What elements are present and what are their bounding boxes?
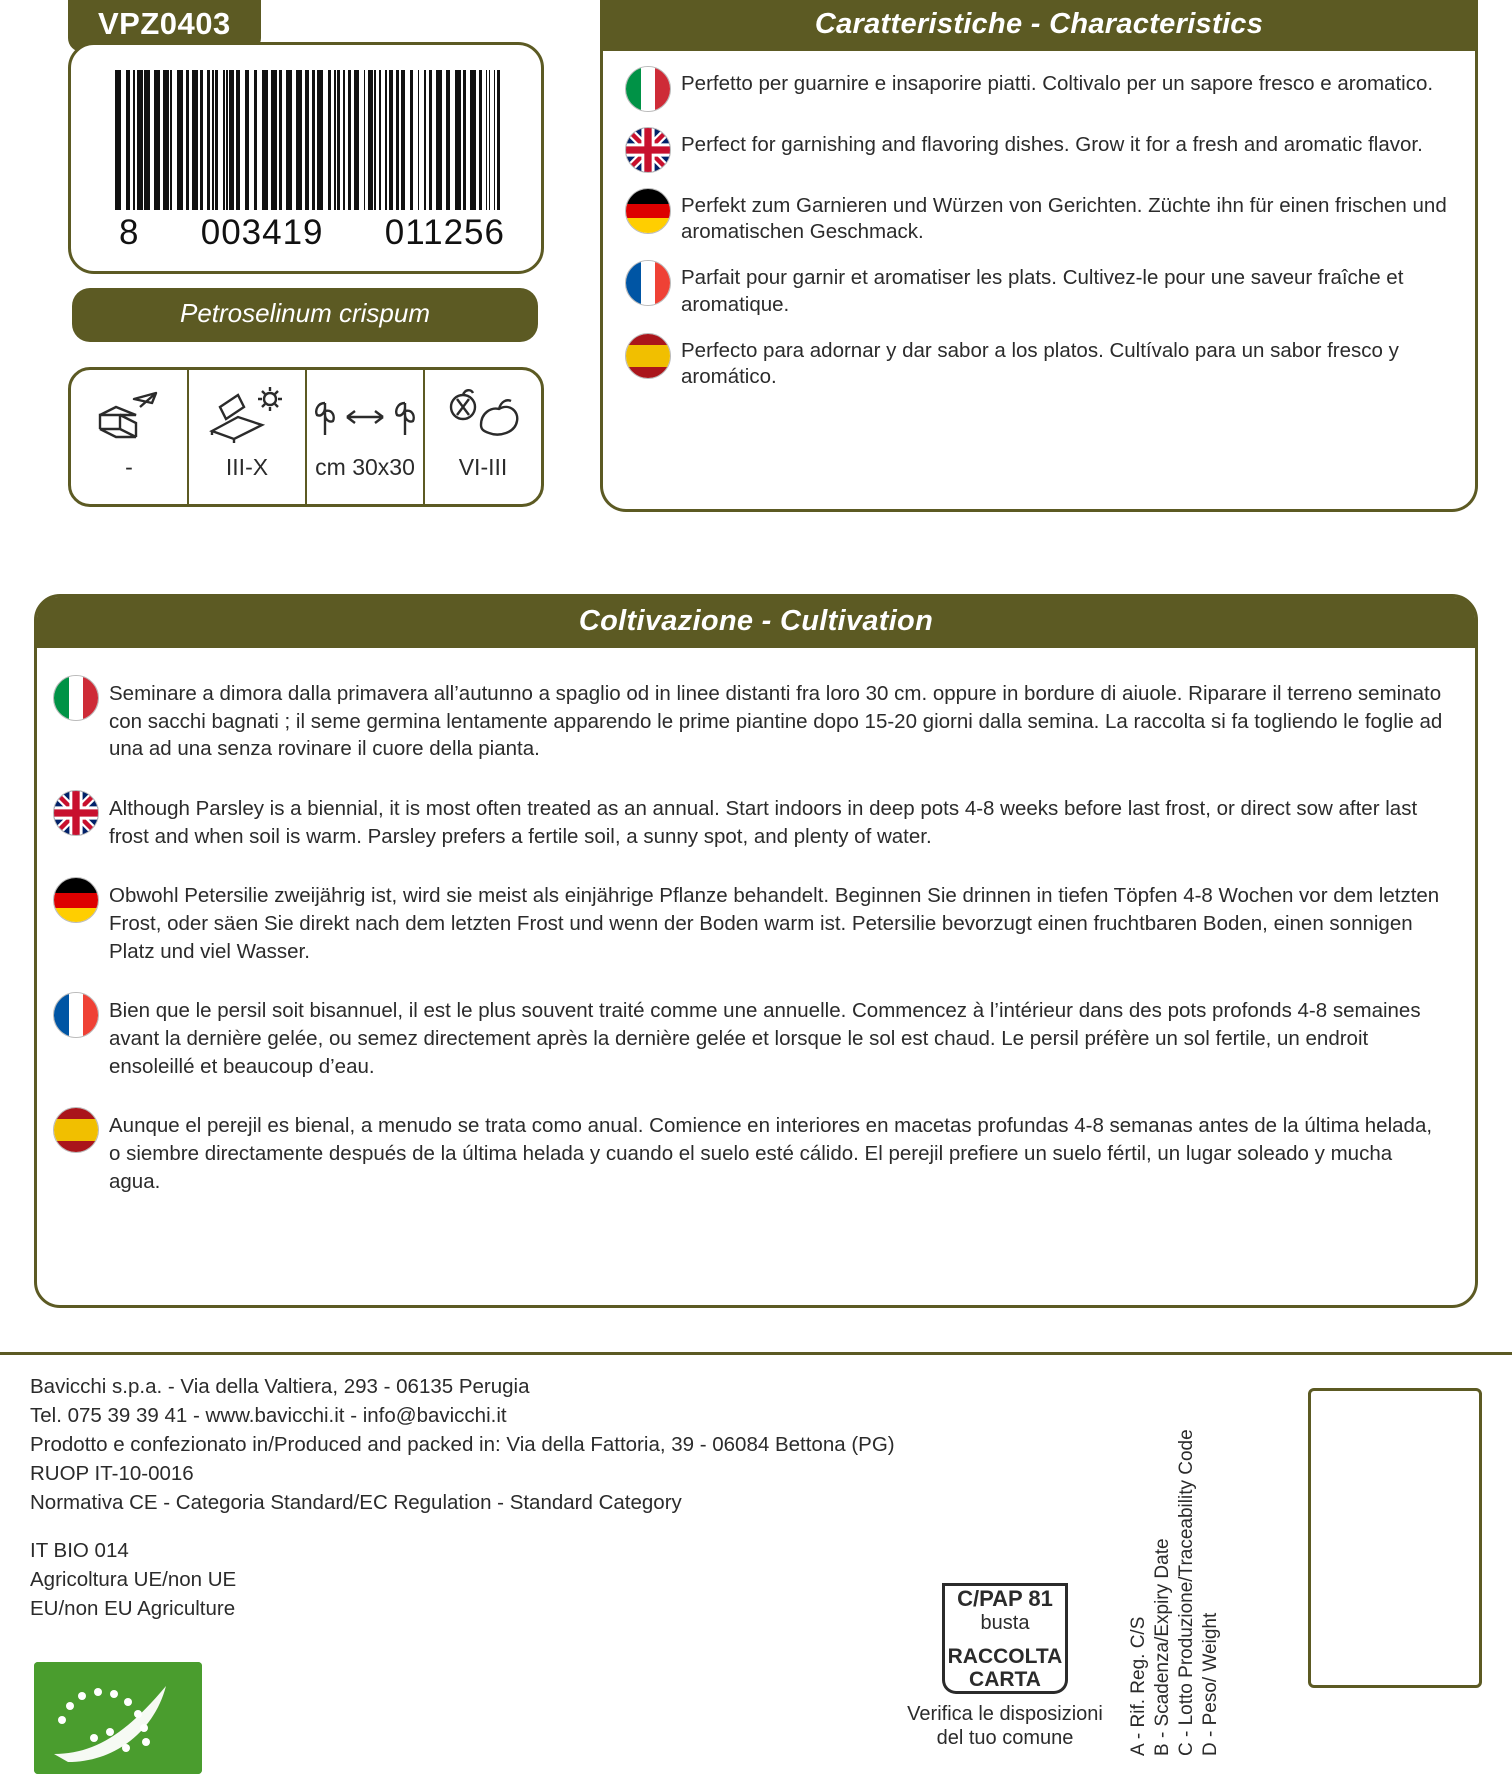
cultivation-panel — [34, 594, 1478, 1308]
flag-france-icon — [53, 992, 99, 1038]
eu-organic-leaf-logo — [34, 1662, 202, 1774]
flag-spain-icon — [53, 1107, 99, 1153]
cultivation-row-it — [37, 674, 1475, 763]
ruop-code: RUOP IT-10-0016 — [30, 1462, 194, 1486]
bio-code: IT BIO 014 — [30, 1538, 129, 1562]
recycling-verify-line2: del tuo comune — [936, 1727, 1074, 1749]
legend-item-d: D - Peso/ Weight — [1200, 1612, 1221, 1756]
cultivation-row-de — [37, 876, 1475, 965]
icon-cell-harvest — [423, 370, 541, 504]
legend-item-b: B - Scadenza/Expiry Date — [1152, 1538, 1173, 1756]
cultivation-row-fr — [37, 991, 1475, 1080]
growing-info-icons — [68, 367, 544, 507]
recycling-mark — [905, 1580, 1105, 1750]
characteristics-text-en: Perfect for garnishing and flavoring dishes. Grow it for a fresh and aromatic flavor. — [681, 133, 1423, 156]
ec-regulation: Normativa CE - Categoria Standard/EC Regulation - Standard Category — [30, 1491, 682, 1515]
recycling-code: C/PAP 81 — [957, 1586, 1053, 1611]
barcode-digit-group-2: 003419 — [200, 213, 324, 252]
characteristics-text-es: Perfecto para adornar y dar sabor a los platos. Cultívalo para un sabor fresco y aromático. — [681, 338, 1399, 389]
sowing-period-caption: III-X — [225, 454, 269, 480]
batch-label-area — [1308, 1388, 1482, 1688]
characteristics-row-fr — [603, 259, 1475, 317]
characteristics-row-it — [603, 65, 1475, 112]
cultivation-text-it: Seminare a dimora dalla primavera all’autunno a spaglio od in linee distanti fra loro 30 cm. oppure in bordure di aiuole. Riparare il terreno seminato con sacchi bagnati ; il seme germina lentamente apparendo le prime piantine dopo 15-20 giorni dalla semina. La raccolta si fa togliendo le foglie ad una ad una senza rovinare il cuore della pianta. — [109, 682, 1443, 761]
flag-uk-icon — [625, 127, 671, 173]
sowing-tray-caption: - — [125, 454, 133, 480]
harvest-icon — [439, 380, 527, 452]
company-address: Bavicchi s.p.a. - Via della Valtiera, 293 - 06135 Perugia — [30, 1375, 530, 1398]
characteristics-row-de — [603, 187, 1475, 245]
cultivation-text-en: Although Parsley is a biennial, it is most often treated as an annual. Start indoors in deep pots 4-8 weeks before last frost, or direct sow after last frost and when soil is warm. Parsley prefers a fertile soil, a sunny spot, and plenty of water. — [109, 797, 1418, 848]
spacing-caption: cm 30x30 — [315, 454, 415, 480]
flag-germany-icon — [53, 877, 99, 923]
flag-spain-icon — [625, 333, 671, 379]
sowing-tray-icon — [90, 380, 168, 452]
flag-germany-icon — [625, 188, 671, 234]
barcode-box — [68, 42, 544, 274]
sowing-period-icon — [204, 380, 290, 452]
harvest-caption: VI-III — [458, 454, 508, 480]
footer-divider — [0, 1352, 1512, 1355]
cultivation-text-es: Aunque el perejil es bienal, a menudo se trata como anual. Comience en interiores en macetas profundas 4-8 semanas antes de la última helada, o siembre directamente después de la última helada y cuando el suelo esté cálido. El perejil prefiere un suelo fértil, un lugar soleado y mucha agua. — [109, 1114, 1433, 1193]
flag-italy-icon — [625, 66, 671, 112]
recycling-cup-icon — [942, 1586, 1068, 1694]
characteristics-row-es — [603, 332, 1475, 390]
characteristics-text-fr: Parfait pour garnir et aromatiser les plats. Cultivez-le pour une saveur fraîche et aromatique. — [681, 266, 1404, 316]
code-legend — [1128, 1380, 1222, 1756]
packing-location: Prodotto e confezionato in/Produced and packed in: Via della Fattoria, 39 - 06084 Bettona (PG) — [30, 1433, 895, 1457]
legend-item-c: C - Lotto Produzione/Traceability Code — [1176, 1429, 1197, 1756]
legend-item-a: A - Rif. Reg. C/S — [1128, 1616, 1149, 1756]
flag-france-icon — [625, 260, 671, 306]
flag-uk-icon — [53, 790, 99, 836]
icon-cell-sowing-tray — [71, 370, 187, 504]
barcode-digit-group-1: 8 — [119, 213, 140, 252]
barcode-digits — [101, 213, 521, 253]
bio-agriculture-en: EU/non EU Agriculture — [30, 1596, 236, 1620]
characteristics-panel — [600, 0, 1478, 512]
cultivation-row-es — [37, 1106, 1475, 1195]
cultivation-title: Coltivazione - Cultivation — [37, 597, 1475, 648]
recycling-type: busta — [980, 1612, 1030, 1634]
characteristics-row-en — [603, 126, 1475, 173]
barcode-digit-group-3: 011256 — [384, 213, 505, 252]
characteristics-text-de: Perfekt zum Garnieren und Würzen von Gerichten. Züchte ihn für einen frischen und aromatischen Geschmack. — [681, 194, 1447, 244]
recycling-collect-line1: RACCOLTA — [947, 1645, 1063, 1668]
cultivation-text-fr: Bien que le persil soit bisannuel, il est le plus souvent traité comme une annuelle. Commencez à l’intérieur dans des pots profonds 4-8 semaines avant la dernière gelée, ou semez directement après la dernière gelée et lorsque le sol est chaud. Le persil préfère un sol fertile, un endroit ensoleillé et beaucoup d’eau. — [109, 999, 1421, 1078]
spacing-icon — [307, 380, 423, 452]
barcode-bars — [115, 70, 505, 210]
product-code-badge: VPZ0403 — [68, 0, 261, 52]
latin-name-badge: Petroselinum crispum — [72, 288, 538, 342]
cultivation-text-de: Obwohl Petersilie zweijährig ist, wird sie meist als einjährige Pflanze behandelt. Beginnen Sie drinnen in tiefen Töpfen 4-8 Wochen vor dem letzten Frost, oder säen Sie direkt nach dem letzten Frost und wenn der Boden warm ist. Petersilie bevorzugt einen fruchtbaren Boden, einen sonnigen Platz und viel Wasser. — [109, 884, 1440, 963]
bio-agriculture-it: Agricoltura UE/non UE — [30, 1567, 237, 1591]
icon-cell-spacing — [305, 370, 423, 504]
product-identity-column — [34, 0, 542, 520]
cultivation-row-en — [37, 789, 1475, 850]
characteristics-title: Caratteristiche - Characteristics — [603, 0, 1475, 51]
characteristics-text-it: Perfetto per guarnire e insaporire piatti. Coltivalo per un sapore fresco e aromatico. — [681, 72, 1434, 95]
icon-cell-sowing-period — [187, 370, 305, 504]
recycling-verify-line1: Verifica le disposizioni — [907, 1703, 1103, 1725]
flag-italy-icon — [53, 675, 99, 721]
company-contact: Tel. 075 39 39 41 - www.bavicchi.it - info@bavicchi.it — [30, 1404, 507, 1428]
recycling-collect-line2: CARTA — [969, 1668, 1041, 1692]
